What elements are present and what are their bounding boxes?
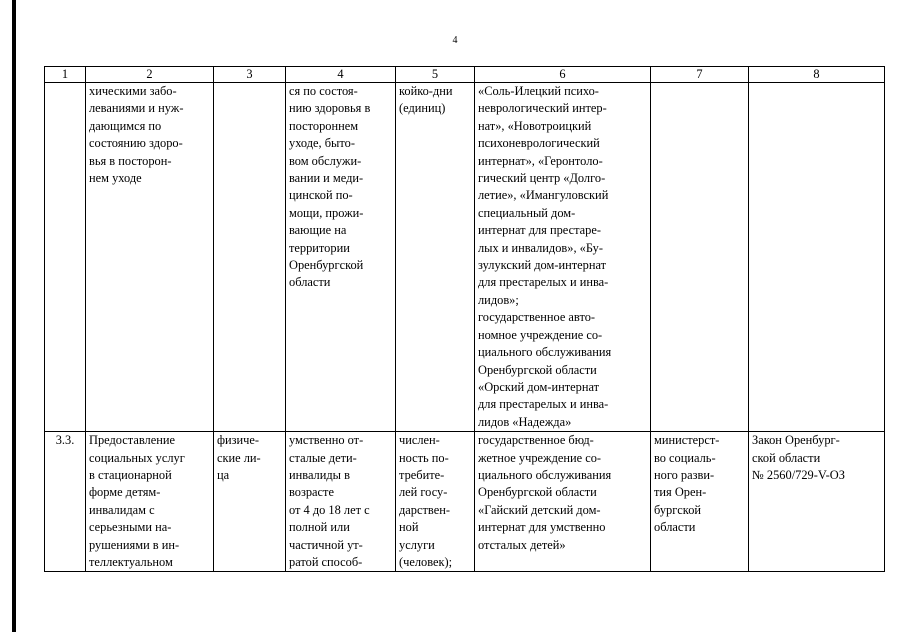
table-cell-volume-indicator: числен- ность по- требите- лей госу- дарствен- ной услуги (человек); (396, 432, 475, 572)
table-row (45, 83, 885, 432)
column-number-header: 3 (214, 67, 286, 83)
services-table (44, 66, 885, 572)
page-number: 4 (452, 35, 458, 46)
column-number-header: 5 (396, 67, 475, 83)
table-row (45, 432, 885, 572)
table-cell-institutions: государственное бюд- жетное учреждение со- циального обслуживания Оренбургской области «Гайский детский дом- интернат для умственно отсталых детей» (475, 432, 651, 572)
table-cell-responsible-body: министерст- во социаль- ного разви- тия Орен- бургской области (651, 432, 749, 572)
table-cell-service-name: хическими забо- леваниями и нуж- дающимся по состоянию здоро- вья в посторон- нем уходе (86, 83, 214, 432)
table-cell-recipient-type: физиче- ские ли- ца (214, 432, 286, 572)
table-cell-item-number: 3.3. (45, 432, 86, 572)
page-left-edge-bar (12, 0, 16, 632)
table-cell-recipient-category: ся по состоя- нию здоровья в постороннем уходе, быто- вом обслужи- вании и меди- цинской по- мощи, прожи- вающие на территории Оренбургской области (286, 83, 396, 432)
column-number-header: 4 (286, 67, 396, 83)
column-number-header: 1 (45, 67, 86, 83)
table-cell-volume-indicator: койко-дни (единиц) (396, 83, 475, 432)
table-cell-recipient-category: умственно от- сталые дети- инвалиды в возрасте от 4 до 18 лет с полной или частичной ут- ратой способ- (286, 432, 396, 572)
table-cell-item-number (45, 83, 86, 432)
column-number-header: 6 (475, 67, 651, 83)
table-cell-legal-basis: Закон Оренбург- ской области № 2560/729-V-ОЗ (749, 432, 885, 572)
table-header-row (45, 67, 885, 83)
table-cell-responsible-body (651, 83, 749, 432)
table-cell-institutions: «Соль-Илецкий психо- неврологический интер- нат», «Новотроицкий психоневрологический интернат», «Геронтоло- гический центр «Долго- летие», «Имангуловский специальный дом- интернат для престаре- лых и инвалидов», «Бу- зулукский дом-интернат для престарелых и инва- лидов»; государственное авто- номное учреждение со- циального обслуживания Оренбургской области «Орский дом-интернат для престарелых и инва- лидов «Надежда» (475, 83, 651, 432)
column-number-header: 7 (651, 67, 749, 83)
table-cell-service-name: Предоставление социальных услуг в стационарной форме детям- инвалидам с серьезными на- рушениями в ин- теллектуальном (86, 432, 214, 572)
column-number-header: 2 (86, 67, 214, 83)
table-cell-legal-basis (749, 83, 885, 432)
table-cell-recipient-type (214, 83, 286, 432)
column-number-header: 8 (749, 67, 885, 83)
